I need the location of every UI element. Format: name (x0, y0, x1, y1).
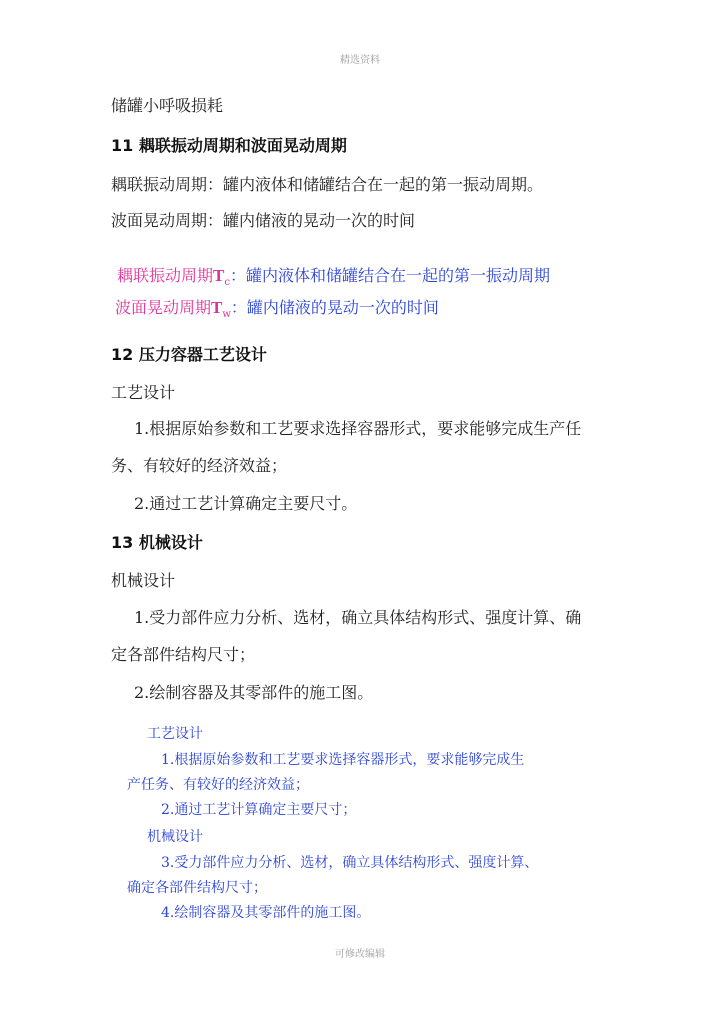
symbol-subscript: c (224, 277, 230, 288)
line-mechanical-item-1: 1.受力部件应力分析、选材，确立具体结构形式、强度计算、确 (134, 608, 582, 627)
note-item-1: 1.根据原始参数和工艺要求选择容器形式，要求能够完成生 (161, 752, 525, 768)
line-mechanical-design: 机械设计 (111, 571, 176, 590)
note-item-1-cont: 产任务、有较好的经济效益； (127, 777, 309, 793)
line-mechanical-item-2: 2.绘制容器及其零部件的施工图。 (134, 683, 374, 702)
definition-text: ：罐内储液的晃动一次的时间 (230, 298, 439, 317)
line-process-design: 工艺设计 (111, 383, 176, 402)
symbol-t: T (213, 266, 225, 285)
line-sloshing-period: 波面晃动周期：罐内储液的晃动一次的时间 (111, 211, 416, 230)
line-process-item-1-cont: 务、有较好的经济效益； (111, 456, 288, 475)
line-process-item-2: 2.通过工艺计算确定主要尺寸。 (134, 494, 358, 513)
note-item-4: 4.绘制容器及其零部件的施工图。 (161, 905, 371, 921)
page-footer: 可修改编辑 (335, 949, 385, 960)
section-heading-12: 12 压力容器工艺设计 (111, 345, 267, 364)
line-process-item-1: 1.根据原始参数和工艺要求选择容器形式，要求能够完成生产任 (134, 419, 582, 438)
line-breathing-loss: 储罐小呼吸损耗 (111, 96, 224, 115)
symbol-t: T (211, 298, 223, 317)
note-item-3-cont: 确定各部件结构尺寸； (127, 880, 267, 896)
definition-text: ：罐内液体和储罐结合在一起的第一振动周期 (229, 266, 550, 285)
note-process-design: 工艺设计 (147, 726, 203, 742)
symbol-subscript: w (222, 309, 231, 320)
definition-term: 耦联振动周期 (117, 266, 214, 285)
note-mechanical-design: 机械设计 (147, 829, 203, 845)
definition-coupled (117, 263, 550, 288)
section-heading-11: 11 耦联振动周期和波面晃动周期 (111, 136, 347, 155)
line-mechanical-item-1-cont: 定各部件结构尺寸； (111, 645, 256, 664)
definition-sloshing (115, 295, 439, 320)
note-item-2: 2.通过工艺计算确定主要尺寸； (161, 802, 357, 818)
line-coupled-period: 耦联振动周期：罐内液体和储罐结合在一起的第一振动周期。 (111, 175, 544, 194)
page-header: 精选资料 (340, 55, 380, 66)
definition-term: 波面晃动周期 (115, 298, 212, 317)
note-item-3: 3.受力部件应力分析、选材，确立具体结构形式、强度计算、 (161, 855, 539, 871)
section-heading-13: 13 机械设计 (111, 533, 203, 552)
